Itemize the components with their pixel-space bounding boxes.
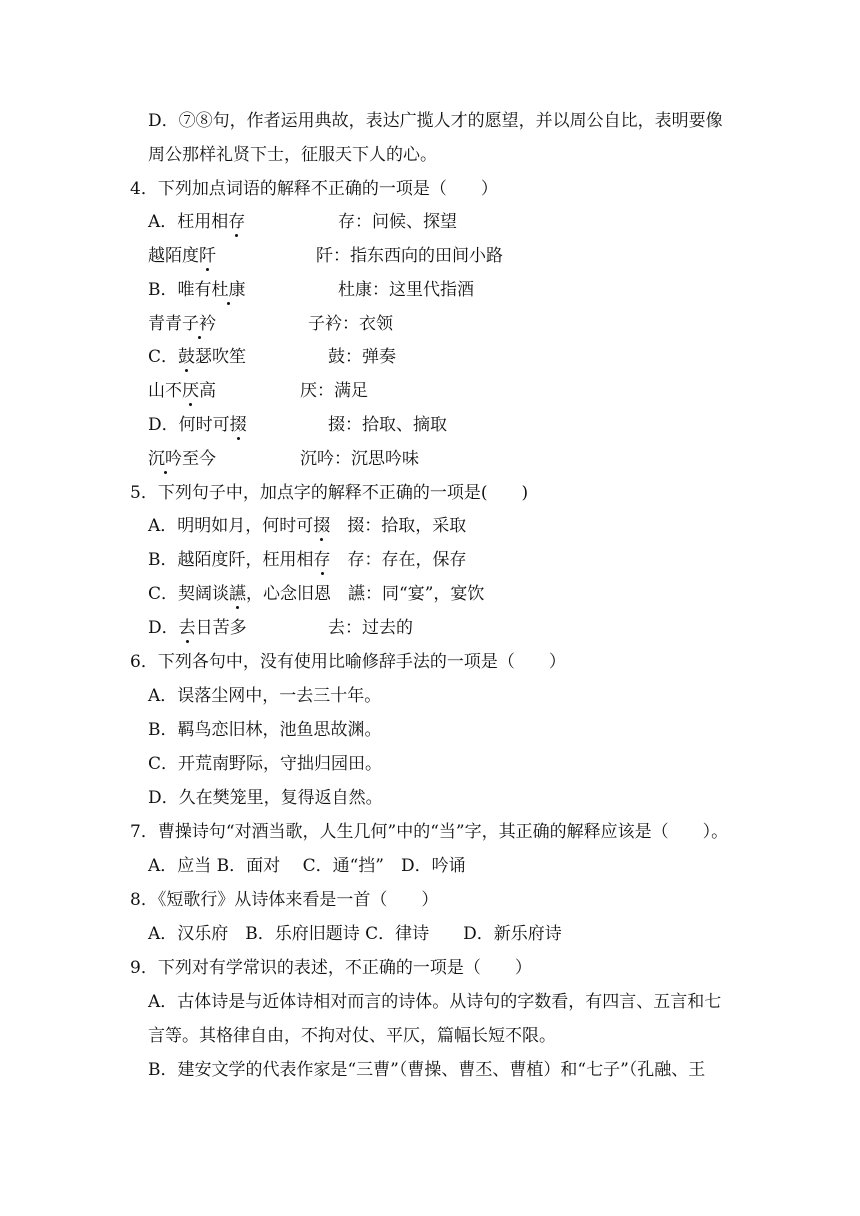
q5-option-b: B．越陌度阡，枉用相存 存：存在，保存 [148, 550, 467, 570]
q4-option-d1: D．何时可掇 掇：拾取、摘取 [148, 415, 447, 435]
q6-stem: 6．下列各句中，没有使用比喻修辞手法的一项是（ ） [130, 652, 566, 672]
emphasis-dot-word: 杜康 [211, 280, 246, 300]
emphasis-dot-word: 掇 [313, 516, 331, 536]
q4-option-a1: A．枉用相存 存：问候、探望 [148, 212, 457, 232]
emphasis-dot-word: 掇 [229, 415, 247, 435]
emphasis-dot-word: 子衿 [182, 314, 216, 334]
q4-stem: 4．下列加点词语的解释不正确的一项是（ ） [130, 179, 498, 199]
q4-option-c2: 山不厌高 厌：满足 [148, 381, 368, 401]
gloss: 厌：满足 [300, 381, 368, 401]
emphasis-dot-word: 阡 [199, 246, 216, 266]
q7-stem: 7．曹操诗句“对酒当歌，人生几何”中的“当”字，其正确的解释应该是（ ）。 [130, 822, 729, 842]
emphasis-dot-word: 鼓 [178, 347, 196, 367]
q9-option-b-line1: B．建安文学的代表作家是“三曹”（曹操、曹丕、曹植）和“七子”（孔融、王 [148, 1060, 706, 1080]
q5-option-a: A．明明如月，何时可掇 掇：拾取，采取 [148, 516, 467, 536]
emphasis-dot-word: 沉吟 [148, 449, 182, 469]
gloss: 存：问候、探望 [338, 212, 457, 232]
gloss: 子衿：衣领 [308, 314, 393, 334]
q4-option-d2: 沉吟至今 沉吟：沉思吟味 [148, 449, 419, 469]
q6-option-c: C．开荒南野际，守拙归园田。 [148, 754, 383, 774]
q5-option-c: C．契阔谈讌，心念旧恩 讌：同“宴”，宴饮 [148, 584, 485, 604]
emphasis-dot-word: 厌 [182, 381, 199, 401]
q4-option-c1: C．鼓瑟吹笙 鼓：弹奏 [148, 347, 396, 367]
q9-option-a-line1: A．古体诗是与近体诗相对而言的诗体。从诗句的字数看，有四言、五言和七 [148, 992, 722, 1012]
gloss: 杜康：这里代指酒 [338, 280, 474, 300]
q4-option-b1: B．唯有杜康 杜康：这里代指酒 [148, 280, 474, 300]
q8-options: A．汉乐府 B．乐府旧题诗 C．律诗 D．新乐府诗 [148, 924, 562, 944]
q3-option-d-line2: 周公那样礼贤下士，征服天下人的心。 [148, 145, 437, 165]
gloss: 去：过去的 [328, 618, 413, 638]
gloss: 沉吟：沉思吟味 [300, 449, 419, 469]
emphasis-dot-word: 存 [228, 212, 246, 232]
emphasis-dot-word: 讌 [229, 584, 247, 604]
q4-option-b2: 青青子衿 子衿：衣领 [148, 314, 393, 334]
q6-option-a: A．误落尘网中，一去三十年。 [148, 686, 382, 706]
gloss: 阡：指东西向的田间小路 [316, 246, 503, 266]
q5-stem: 5．下列句子中，加点字的解释不正确的一项是( ) [130, 483, 529, 503]
gloss: 鼓：弹奏 [328, 347, 396, 367]
q9-stem: 9．下列对有学常识的表述，不正确的一项是（ ） [130, 958, 532, 978]
q9-option-a-line2: 言等。其格律自由，不拘对仗、平仄，篇幅长短不限。 [148, 1026, 556, 1046]
q5-option-d: D．去日苦多 去：过去的 [148, 618, 413, 638]
emphasis-dot-word: 存 [313, 550, 331, 570]
q8-stem: 8．《短歌行》从诗体来看是一首（ ） [130, 890, 439, 910]
q6-option-d: D．久在樊笼里，复得返自然。 [148, 788, 383, 808]
q3-option-d-line1: D．⑦⑧句，作者运用典故，表达广揽人才的愿望，并以周公自比，表明要像 [148, 111, 723, 131]
q4-option-a2: 越陌度阡 阡：指东西向的田间小路 [148, 246, 503, 266]
q6-option-b: B．羁鸟恋旧林，池鱼思故渊。 [148, 720, 382, 740]
emphasis-dot-word: 去 [178, 618, 196, 638]
gloss: 掇：拾取、摘取 [328, 415, 447, 435]
q7-options: A．应当 B．面对 C．通“挡” D．吟诵 [148, 856, 466, 876]
